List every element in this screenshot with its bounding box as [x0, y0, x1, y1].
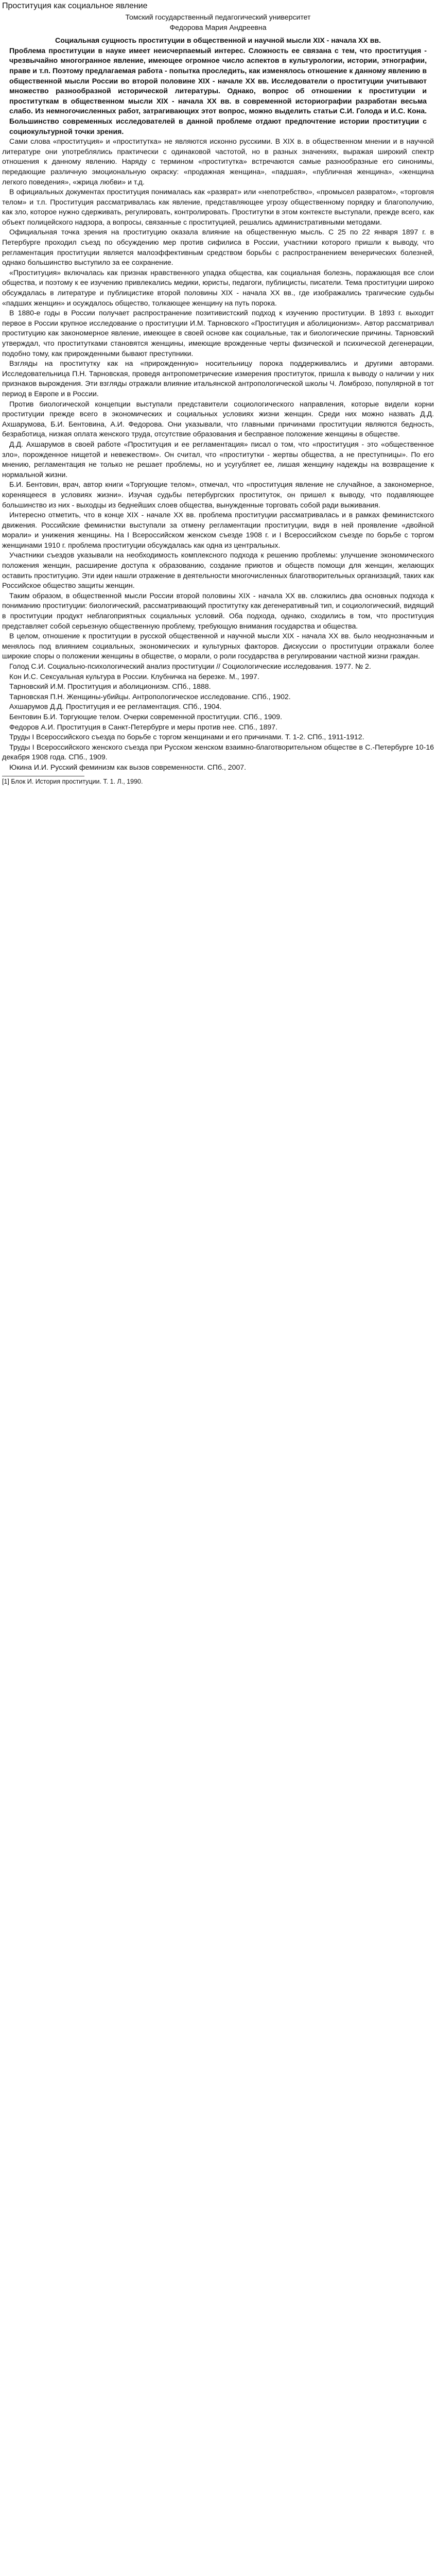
paragraph: В 1880-е годы в России получает распространение позитивистский подход к изучению проституции. В 1893 г. выходит первое в России крупное исследование о проституции И.М. Тарновского «Проституция и аболиционизм». Автор рассматривал проституцию как закономерное явление, имеющее в своей основе как социальные, так и биологические причины. Тарновский утверждал, что проститутками становятся женщины, имеющие врожденные черты физической и психической дегенерации, подобно тому, как прирожденными бывают преступники. [2, 309, 434, 358]
paragraph: Интересно отметить, что в конце XIX - начале XX вв. проблема проституции рассматривалась и в рамках феминистского движения. Российские феминистки выступали за отмену регламентации проституции, видя в ней проявление «двойной морали» и унижения женщины. На I Всероссийском женском съезде 1908 г. и I Всероссийском съезде по борьбе с торгом женщинами 1910 г. проблема проституции обсуждалась как одна из центральных. [2, 511, 434, 549]
reference-item: Труды I Всероссийского женского съезда при Русском женском взаимно-благотворительном обществе в С.-Петербурге 10-16 декабря 1908 года. СПб., 1909. [2, 742, 434, 761]
reference-item: Бентовин Б.И. Торгующие телом. Очерки современной проституции. СПб., 1909. [9, 712, 283, 721]
reference-item: Голод С.И. Социально-психологический анализ проституции // Социологические исследования. 1977. № 2. [9, 662, 371, 670]
reference-item: Труды I Всероссийского съезда по борьбе с торгом женщинами и его причинами. Т. 1-2. СПб., 1911-1912. [9, 733, 364, 741]
paragraph: Б.И. Бентовин, врач, автор книги «Торгующие телом», отмечал, что «проституция явление не случайное, а закономерное, коренящееся в условиях жизни». Изучая судьбы петербургских проституток, он пришел к выводу, что подавляющее большинство из них - выходцы из беднейших слоев общества, вынужденные торговать собой ради выживания. [2, 480, 434, 509]
footnote: [1] Блок И. История проституции. Т. 1. Л., 1990. [2, 777, 143, 785]
paragraph: Д.Д. Ахшарумов в своей работе «Проституция и ее регламентация» писал о том, что «проституция - это «общественное зло», порожденное нищетой и невежеством». Он считал, что «проститутки - жертвы общества, а не преступницы». По его мнению, регламентация не только не решает проблемы, но и усугубляет ее, лишая женщину надежды на возвращение к нормальной жизни. [2, 439, 434, 479]
reference-item: Тарновский И.М. Проституция и аболиционизм. СПб., 1888. [9, 682, 211, 691]
references [2, 662, 434, 773]
paragraph: Против биологической концепции выступали представители социологического направления, которые видели корни проституции прежде всего в экономических и социальных условиях жизни женщин. Среди них можно назвать Д.Д. Ахшарумова, Б.И. Бентовина, А.И. Федорова. Они указывали, что главными причинами проституции являются бедность, безработица, низкая оплата женского труда, отсутствие образования и бесправное положение женщины в обществе. [2, 399, 434, 438]
paragraph: Таким образом, в общественной мысли России второй половины XIX - начала XX вв. сложились два основных подхода к пониманию проституции: биологический, рассматривающий проститутку как дегенеративный тип, и социологический, видящий в проституции продукт неблагоприятных социальных условий. Оба подхода, однако, сходились в том, что проституция представляет собой серьезную общественную проблему, требующую внимания государства и общества. [2, 591, 434, 630]
reference-item: Юкина И.И. Русский феминизм как вызов современности. СПб., 2007. [9, 762, 247, 771]
article-title: Социальная сущность проституции в общественной и научной мысли XIX - начала XX вв. [55, 36, 381, 45]
university: Томский государственный педагогический университет [125, 13, 311, 21]
page [0, 0, 436, 791]
article-body [2, 137, 434, 662]
paragraph: Сами слова «проституция» и «проститутка» не являются исконно русскими. В XIX в. в общественном мнении и в научной литературе они употреблялись практически с одинаковой частотой, но в разных значениях, выражая широкий спектр отношения к данному явлению. Наряду с термином «проститутка» встречаются самые разнообразные его синонимы, передающие различную эмоциональную окраску: «продажная женщина», «падшая», «публичная женщина», «женщина легкого поведения», «жрица любви» и т.д. [2, 137, 434, 186]
reference-item: Ахшарумов Д.Д. Проституция и ее регламентация. СПб., 1904. [9, 702, 222, 711]
paragraph: «Проституция» включалась как признак нравственного упадка общества, как социальная болезнь, поражающая все слои общества, и поэтому к ее изучению привлекались медики, юристы, педагоги, публицисты, писатели. Тема проституции широко обсуждалась в литературе и публицистике второй половины XIX - начала XX вв., где изображались трагические судьбы «падших женщин» и осуждалось общество, толкающее женщину на путь порока. [2, 268, 434, 307]
paragraph: Участники съездов указывали на необходимость комплексного подхода к решению проблемы: улучшение экономического положения женщин, расширение доступа к образованию, создание приютов и обществ помощи для женщин, желающих оставить проституцию. Эти идеи нашли отражение в деятельности многочисленных благотворительных организаций, таких как Российское общество защиты женщин. [2, 551, 434, 590]
abstract: Проблема проституции в науке имеет неисчерпаемый интерес. Сложность ее связана с тем, что проституция - чрезвычайно многогранное явление, имеющее огромное число аспектов в культурологии, истории, этнографии, праве и т.п. Поэтому предлагаемая работа - попытка проследить, как изменялось отношение к данному явлению в общественной мысли России во второй половине XIX - начале XX вв. Исследователи о проституции учитывают множество разнообразной исторической литературы. Однако, вопрос об отношении к проституции и проституткам в общественном мысли XIX - начала XX вв. в современной историографии разработан весьма слабо. Из немногочисленных работ, затрагивающих этот вопрос, можно выделить статьи С.И. Голода и И.С. Кона. Большинство современных исследователей в данной проблеме отдают предпочтение истории проституции с социокультурной точки зрения. [9, 46, 427, 135]
paragraph: Официальная точка зрения на проституцию оказала влияние на общественную мысль. С 25 по 22 января 1897 г. в Петербурге проходил съезд по обсуждению мер против сифилиса в России, участники которого пришли к выводу, что регламентация проституции является малоэффективным средством борьбы с распространением венерических болезней, однако большинство выступило за ее сохранение. [2, 228, 434, 267]
reference-item: Кон И.С. Сексуальная культура в России. Клубничка на березке. М., 1997. [9, 672, 259, 681]
paragraph: В целом, отношение к проституции в русской общественной и научной мысли XIX - начала XX вв. было неоднозначным и менялось под влиянием социальных, экономических и культурных факторов. Дискуссии о проституции отражали более широкие споры о положении женщины в обществе, о морали, о роли государства в регулировании частной жизни граждан. [2, 632, 434, 660]
footnotes [2, 777, 434, 786]
paragraph: В официальных документах проституция понималась как «разврат» или «непотребство», «промысел развратом», «торговля телом» и т.п. Проституция рассматривалась как явление, представляющее угрозу общественному порядку и благополучию, как зло, которое нужно сдерживать, регулировать, контролировать. Проститутки в этом контексте выступали, прежде всего, как объект полицейского надзора, а вопросы, связанные с проституцией, решались административными методами. [2, 188, 434, 226]
paragraph: Взгляды на проститутку как на «прирожденную» носительницу порока поддерживались и другими авторами. Исследовательница П.Н. Тарновская, проведя антропометрические измерения проституток, пришла к выводу о наличии у них признаков вырождения. Эти взгляды отражали влияние итальянской антропологической школы Ч. Ломброзо, популярной в тот период в Европе и в России. [2, 359, 434, 398]
reference-item: Федоров А.И. Проституция в Санкт-Петербурге и меры против нее. СПб., 1897. [9, 722, 277, 731]
reference-item: Тарновская П.Н. Женщины-убийцы. Антропологическое исследование. СПб., 1902. [9, 692, 291, 701]
author: Федорова Мария Андреевна [169, 23, 267, 31]
site-title: Проституция как социальное явление [2, 2, 148, 10]
